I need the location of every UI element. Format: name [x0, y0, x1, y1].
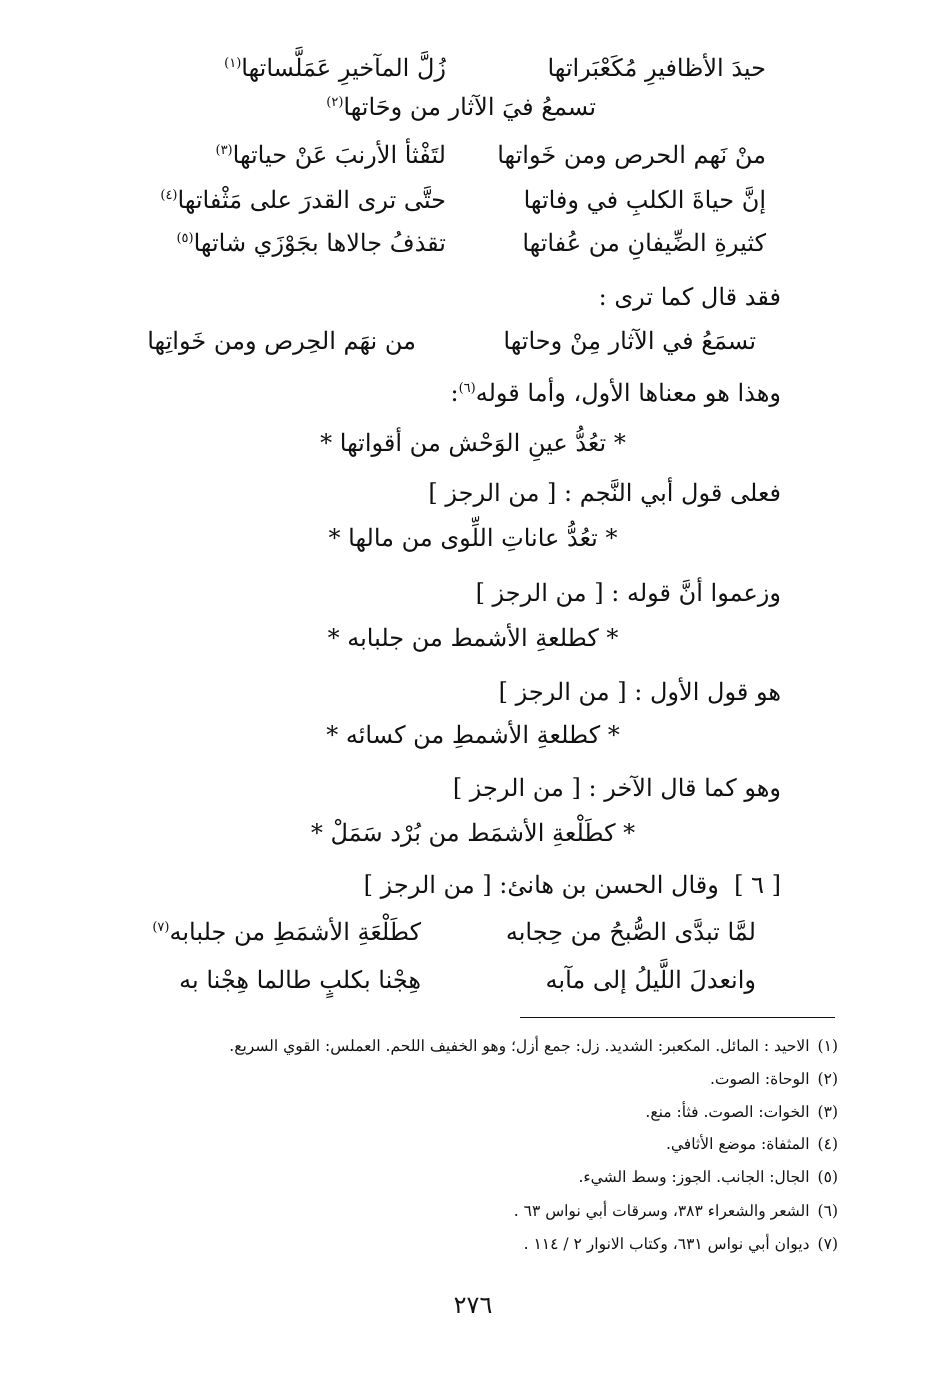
verse-5-left: تقذفُ جالاها بجَوْزَي شاتها$^{(٥)}$ — [176, 229, 446, 257]
verse-5-right: كثيرةِ الضِّيفانِ من عُفاتها — [522, 229, 766, 257]
section-text: وقال الحسن بن هانئ: [ من الرجز ] — [363, 871, 719, 899]
footnote-separator — [520, 1017, 835, 1018]
footnote-ref: (٦) — [458, 381, 476, 396]
final-verse-1-right: لمَّا تبدَّى الصُّبحُ من حِجابه — [505, 918, 756, 946]
hemistich-3: * كطلعةِ الأشمط من جلبابه * — [327, 624, 619, 652]
footnote-ref: (٣) — [215, 143, 233, 158]
footnote-7: (٧)ديوان أبي نواس ٦٣١، وكتاب الانوار ٢ / ١١٤ . — [523, 1235, 838, 1253]
footnote-ref: (١) — [224, 56, 242, 71]
hemistich-1: * تعُدُّ عينِ الوَحْش من أقواتها * — [320, 429, 626, 457]
footnote-ref: (٧) — [152, 920, 170, 935]
verse-1-left: زُلَّ المآخيرِ عَمَلَّساتها$^{(١)}$ — [224, 54, 446, 82]
intro-4: هو قول الأول : [ من الرجز ] — [498, 678, 781, 706]
footnote-ref: (٤) — [160, 188, 178, 203]
final-verse-2-left: هِجْنا بكلبٍ طالما هِجْنا به — [179, 966, 421, 994]
intro-5: وهو كما قال الآخر : [ من الرجز ] — [452, 774, 781, 802]
hemistich-5: * كطَلْعةِ الأشمَط من بُرْد سَمَلْ * — [310, 819, 636, 847]
footnote-ref: (٥) — [176, 231, 194, 246]
verse-3-right: منْ نَهم الحرص ومن خَواتها — [497, 141, 766, 169]
footnote-4: (٤)المثفاة: موضع الأثافي. — [665, 1135, 838, 1153]
footnote-ref: (٢) — [326, 95, 344, 110]
hemistich-4: * كطلعةِ الأشمطِ من كسائه * — [326, 721, 620, 749]
section-number: [ ٦ ] — [734, 871, 781, 899]
quoted-verse-right: تسمَعُ في الآثار مِنْ وحاتها — [503, 327, 756, 355]
footnote-2: (٢)الوحاة: الصوت. — [709, 1070, 838, 1088]
verse-4-left: حتَّى ترى القدرَ على مَثْفاتها$^{(٤)}$ — [160, 186, 446, 214]
quoted-verse-left: من نهَم الحِرص ومن خَواتِها — [147, 327, 416, 355]
page-number: ٢٧٦ — [453, 1291, 493, 1319]
prose-meaning-line: وهذا هو معناها الأول، وأما قوله$^{(٦)}$: — [450, 379, 781, 407]
prose-said-as-you-see: فقد قال كما ترى : — [598, 283, 781, 311]
verse-3-left: لتَفْثأ الأرنبَ عَنْ حياتها$^{(٣)}$ — [215, 141, 446, 169]
footnote-6: (٦)الشعر والشعراء ٣٨٣، وسرقات أبي نواس ٦٣ . — [513, 1202, 838, 1220]
intro-3: وزعموا أنَّ قوله : [ من الرجز ] — [475, 579, 781, 607]
hemistich-2: * تعُدُّ عاناتِ اللِّوى من مالها * — [328, 524, 618, 552]
final-verse-1-left: كطَلْعَةِ الأشمَطِ من جلبابه$^{(٧)}$ — [152, 918, 421, 946]
footnote-1: (١)الاحيد : المائل. المكعبر: الشديد. زل: جمع أزل؛ وهو الخفيف اللحم. العملس: القوي السريع. — [229, 1037, 838, 1055]
verse-1-right: حيدَ الأظافيرِ مُكَعْبَراتها — [547, 54, 766, 82]
section-heading — [364, 870, 781, 900]
verse-4-right: إنَّ حياةَ الكلبِ في وفاتها — [523, 186, 766, 214]
verse-2-single: تسمعُ فيَ الآثار من وحَاتها$^{(٢)}$ — [326, 93, 596, 121]
final-verse-2-right: وانعدلَ اللَّيلُ إلى مآبه — [545, 966, 756, 994]
intro-2: فعلى قول أبي النَّجم : [ من الرجز ] — [428, 479, 781, 507]
footnote-5: (٥)الجال: الجانب. الجوز: وسط الشيء. — [578, 1168, 838, 1186]
footnote-3: (٣)الخوات: الصوت. فثأ: منع. — [645, 1103, 838, 1121]
